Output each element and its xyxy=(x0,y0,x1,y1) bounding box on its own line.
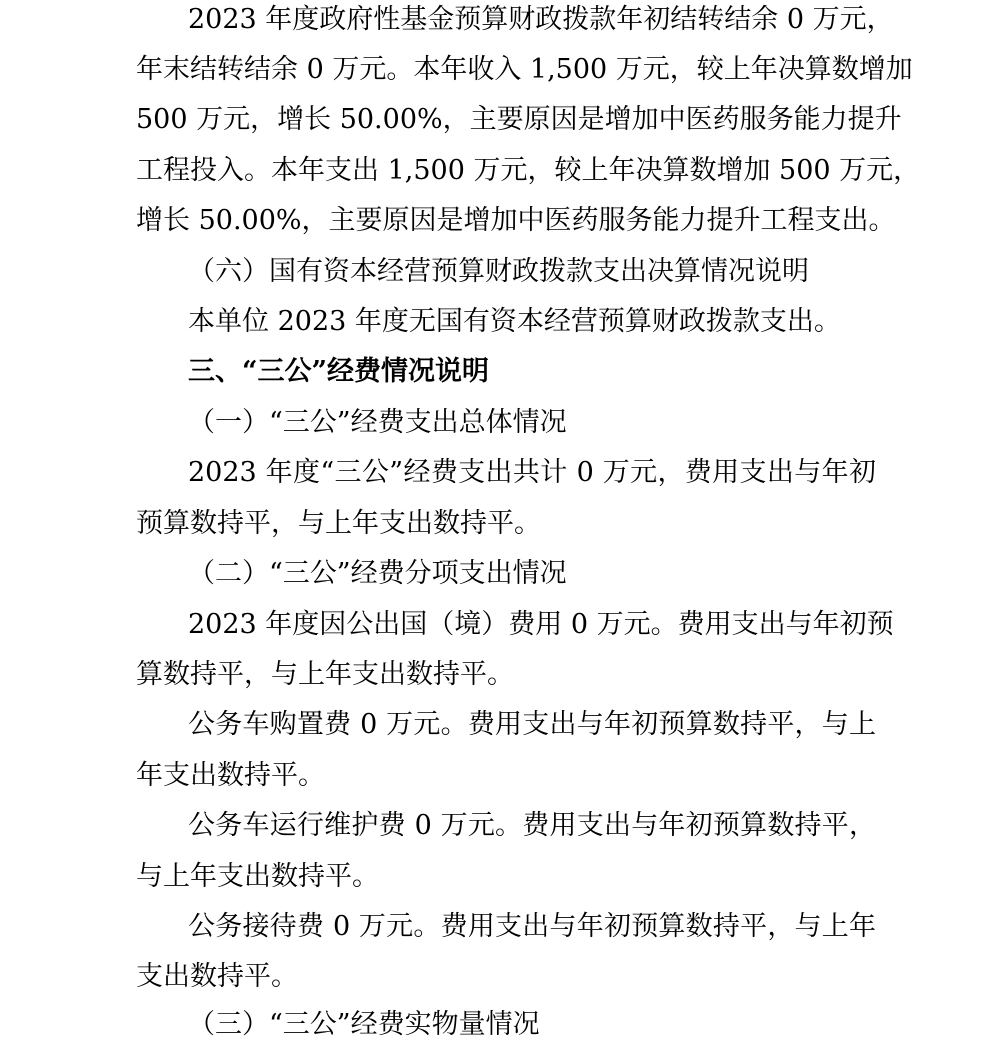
gov-fund-paragraph-line-5: 增长 50.00%，主要原因是增加中医药服务能力提升工程支出。 xyxy=(136,205,896,236)
vehicle-purchase-line-1: 公务车购置费 0 万元。费用支出与年初预算数持平，与上 xyxy=(188,709,876,740)
sub-1-heading: （一）“三公”经费支出总体情况 xyxy=(188,407,567,438)
vehicle-operation-line-2: 与上年支出数持平。 xyxy=(136,861,379,892)
sub-3-heading: （三）“三公”经费实物量情况 xyxy=(188,1009,540,1040)
sub-1-line-2: 预算数持平，与上年支出数持平。 xyxy=(136,508,541,539)
sub-1-line-1: 2023 年度“三公”经费支出共计 0 万元，费用支出与年初 xyxy=(188,457,876,488)
vehicle-operation-line-1: 公务车运行维护费 0 万元。费用支出与年初预算数持平， xyxy=(188,810,876,841)
reception-expense-line-2: 支出数持平。 xyxy=(136,961,298,992)
gov-fund-paragraph-line-2: 年末结转结余 0 万元。本年收入 1,500 万元，较上年决算数增加 xyxy=(136,54,913,85)
vehicle-purchase-line-2: 年支出数持平。 xyxy=(136,760,325,791)
section-three-heading: 三、“三公”经费情况说明 xyxy=(188,356,490,387)
gov-fund-paragraph-line-1: 2023 年度政府性基金预算财政拨款年初结转结余 0 万元， xyxy=(188,4,894,35)
section-6-heading: （六）国有资本经营预算财政拨款支出决算情况说明 xyxy=(188,256,809,287)
abroad-expense-line-2: 算数持平，与上年支出数持平。 xyxy=(136,659,514,690)
sub-2-heading: （二）“三公”经费分项支出情况 xyxy=(188,558,567,589)
gov-fund-paragraph-line-3: 500 万元，增长 50.00%，主要原因是增加中医药服务能力提升 xyxy=(136,104,902,135)
gov-fund-paragraph-line-4: 工程投入。本年支出 1,500 万元，较上年决算数增加 500 万元， xyxy=(136,155,921,186)
section-6-body: 本单位 2023 年度无国有资本经营预算财政拨款支出。 xyxy=(188,306,841,337)
abroad-expense-line-1: 2023 年度因公出国（境）费用 0 万元。费用支出与年初预 xyxy=(188,609,894,640)
reception-expense-line-1: 公务接待费 0 万元。费用支出与年初预算数持平，与上年 xyxy=(188,911,876,942)
